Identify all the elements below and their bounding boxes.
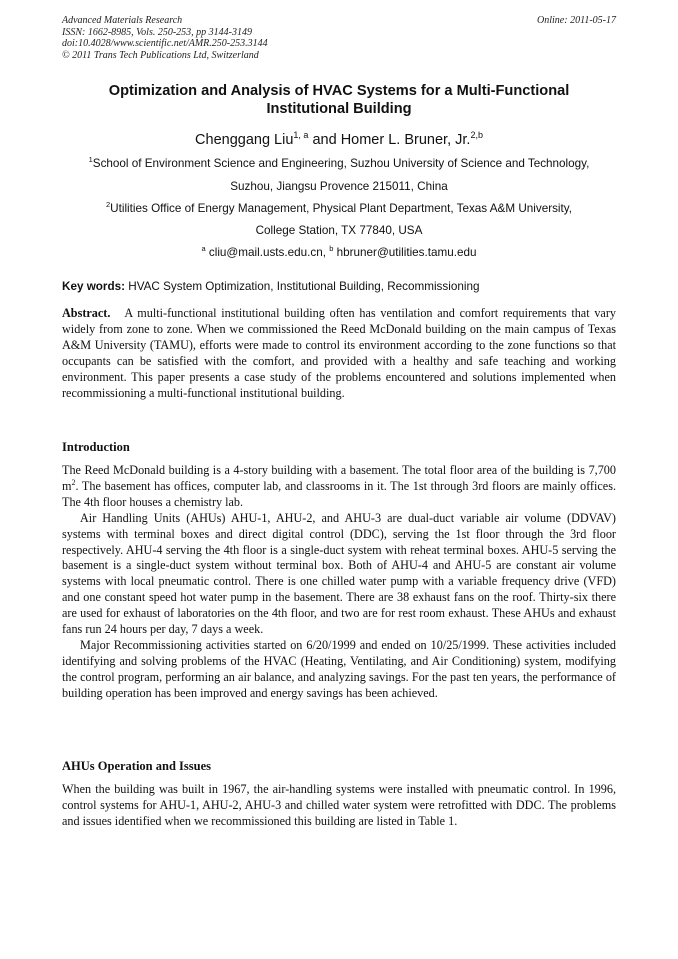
introduction-body — [62, 463, 616, 702]
ahus-body — [62, 782, 616, 830]
title-line-2: Institutional Building — [266, 101, 412, 117]
ahus-paragraph-1: When the building was built in 1967, the air-handling systems were installed with pneumatic control. In 1996, control systems for AHU-1, AHU-2, AHU-3 and chilled water system were retrofitted with DDC. The problems and issues identified when we recommissioned this building are listed in Table 1. — [62, 782, 616, 828]
author-line — [62, 131, 616, 149]
journal-header — [62, 15, 616, 61]
affiliation-2-line-2: College Station, TX 77840, USA — [255, 224, 423, 237]
keywords-label: Key words: — [62, 280, 125, 293]
doi-line: doi:10.4028/www.scientific.net/AMR.250-253.3144 — [62, 38, 268, 49]
email-b-marker: b — [329, 244, 334, 254]
author-and: and — [308, 132, 341, 148]
affiliation-1-marker: 1 — [88, 155, 93, 165]
keywords-text: HVAC System Optimization, Institutional Building, Recommissioning — [125, 280, 480, 293]
author-1: Chenggang Liu — [195, 132, 294, 148]
affiliation-1-text: School of Environment Science and Engineering, Suzhou University of Science and Technology, — [92, 157, 590, 170]
affiliation-2-marker: 2 — [105, 200, 111, 210]
email-line — [62, 246, 616, 259]
email-a: cliu@mail.usts.edu.cn, — [205, 246, 330, 259]
journal-name: Advanced Materials Research — [62, 15, 183, 26]
abstract — [62, 306, 616, 401]
paper-title — [62, 82, 616, 118]
keywords — [62, 280, 616, 294]
author-1-marker: 1, a — [293, 130, 309, 141]
issn-line: ISSN: 1662-8985, Vols. 250-253, pp 3144-3149 — [62, 26, 252, 38]
ahus-heading: AHUs Operation and Issues — [62, 759, 211, 773]
email-a-marker: a — [201, 244, 206, 254]
abstract-text: A multi-functional institutional building often has ventilation and comfort requirements that vary widely from zone to zone. When we commissioned the Reed McDonald building on the main campus of Texas A&M University (TAMU), efforts were made to control its environment according to the zone functions so that occupants can be satisfied with the comfort, and provided with a healthy and safe teaching and working environment. This paper presents a case study of the problems encountered and solutions implemented when recommissioning a multi-functional institutional building. — [62, 306, 616, 400]
introduction-heading: Introduction — [62, 440, 130, 454]
title-line-1: Optimization and Analysis of HVAC Systems for a Multi-Functional — [108, 83, 570, 99]
abstract-label: Abstract. — [62, 306, 111, 320]
intro-p1-text-b: . The basement has offices, computer lab, and classrooms in it. The 1st through 3rd floors are mainly offices. The 4th floor houses a chemistry lab. — [62, 478, 616, 509]
introduction-paragraph-3: Major Recommissioning activities started on 6/20/1999 and ended on 10/25/1999. These activities included identifying and solving problems of the HVAC (Heating, Ventilating, and Air Conditioning) system, modifying the control program, performing an air balance, and analyzing savings. For the past ten years, the performance of building operation has been improved and energy savings has been achieved. — [62, 637, 616, 700]
affiliation-2-text: Utilities Office of Energy Management, Physical Plant Department, Texas A&M University, — [110, 202, 573, 215]
introduction-paragraph-1 — [62, 463, 616, 511]
copyright-line: © 2011 Trans Tech Publications Ltd, Switzerland — [62, 49, 259, 61]
intro-p1-sup: 2 — [71, 477, 76, 487]
introduction-paragraph-2: Air Handling Units (AHUs) AHU-1, AHU-2, and AHU-3 are dual-duct variable air volume (DDVAV) systems with terminal boxes and direct digital control (DDC), serving the 1st floor through the 3rd floor respectively. AHU-4 serving the 4th floor is a single-duct system with reheat terminal boxes. AHU-5 serving the basement is a single-duct system without terminal box. Both of AHU-4 and AHU-5 are constant air volume systems with local pneumatic control. There is one chilled water pump with a variable frequency drive (VFD) and one constant speed hot water pump in the basement. There are 38 exhaust fans on the roof. Thirty-six there are used for exhaust of laboratories on the 4th floor, and two are for rest room exhaust. These AHUs and exhaust fans run 24 hours per day, 7 days a week. — [62, 510, 616, 637]
affiliation-2-line-1 — [62, 202, 616, 215]
author-2: Homer L. Bruner, Jr. — [340, 132, 471, 148]
online-date: Online: 2011-05-17 — [537, 15, 616, 26]
intro-p1-text-a: The Reed McDonald building is a 4-story building with a basement. The total floor area of the building is 7,700 m — [62, 463, 616, 493]
email-b: hbruner@utilities.tamu.edu — [333, 246, 477, 259]
affiliation-1-line-1 — [62, 157, 616, 170]
affiliation-1-line-2: Suzhou, Jiangsu Provence 215011, China — [230, 180, 448, 193]
author-2-marker: 2,b — [470, 130, 483, 141]
